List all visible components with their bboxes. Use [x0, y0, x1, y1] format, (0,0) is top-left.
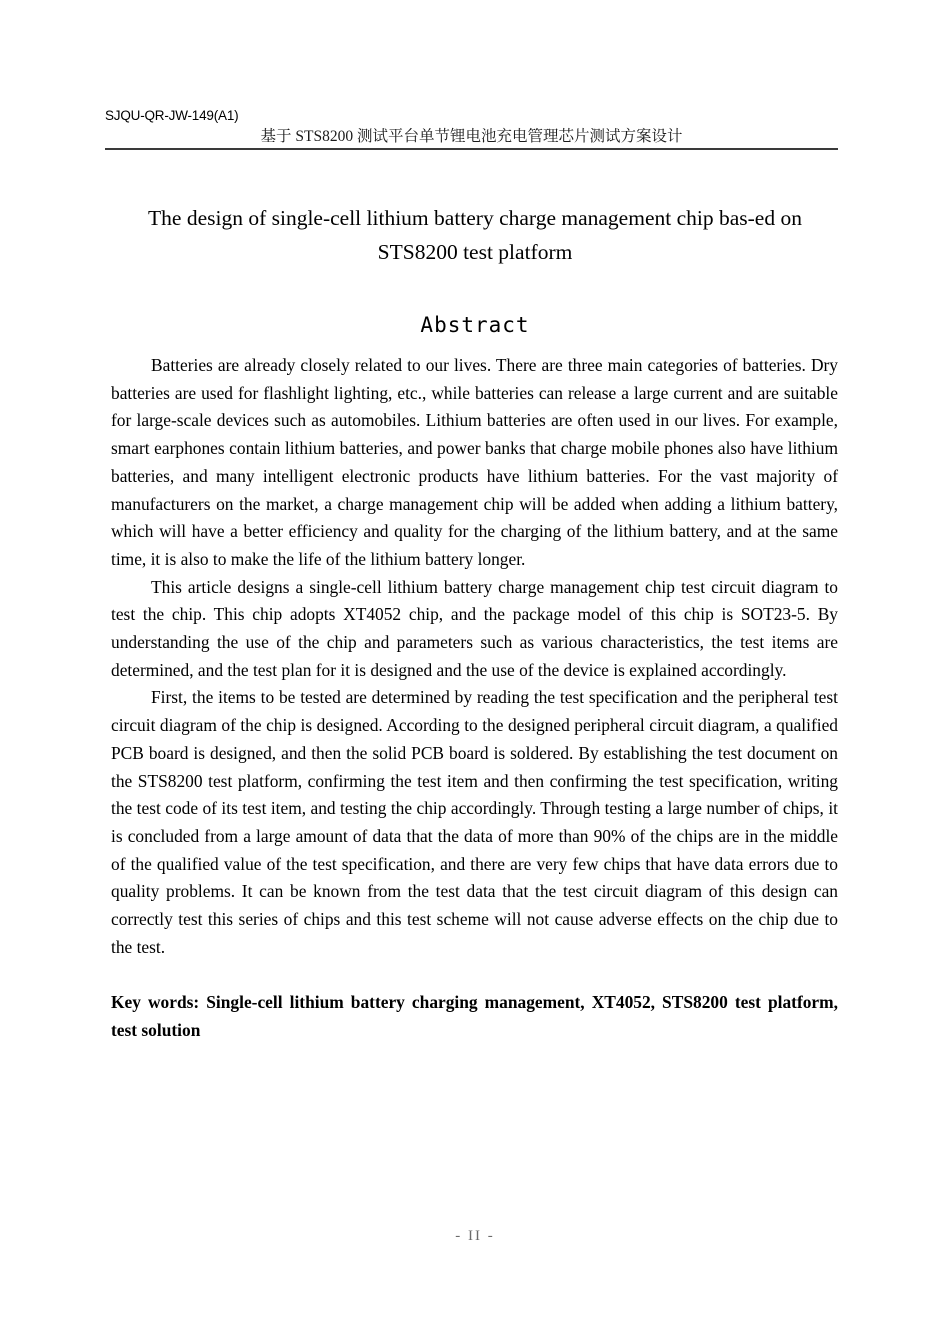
page-header	[105, 108, 838, 150]
abstract-heading: Abstract	[420, 313, 530, 338]
page-number-footer: - II -	[455, 1228, 495, 1244]
abstract-paragraph: First, the items to be tested are determined by reading the test specification and the peripheral test circuit diagram of the chip is designed. According to the designed peripheral circuit diagram, a qualified PCB board is designed, and then the solid PCB board is soldered. By establishing the test document on the STS8200 test platform, confirming the test item and then confirming the test specification, writing the test code of its test item, and testing the chip accordingly. Through testing a large number of chips, it is concluded from a large amount of data that the data of more than 90% of the chips are in the middle of the qualified value of the test specification, and there are very few chips that have data errors due to quality problems. It can be known from the test data that the test circuit diagram of this design can correctly test this series of chips and this test scheme will not cause adverse effects on the chip due to the test.	[111, 687, 838, 957]
abstract-body	[111, 352, 838, 1045]
form-code-label: SJQU-QR-JW-149(A1)	[105, 108, 239, 123]
running-title-chinese: 基于 STS8200 测试平台单节锂电池充电管理芯片测试方案设计	[260, 127, 683, 145]
abstract-paragraph: This article designs a single-cell lithium battery charge management chip test circuit diagram to test the chip. This chip adopts XT4052 chip, and the package model of this chip is SOT23-5. By understanding the use of the chip and parameters such as various characteristics, the test items are determined, and the test plan for it is designed and the use of the device is explained accordingly.	[111, 576, 838, 680]
page-title: The design of single-cell lithium battery charge management chip bas-ed on STS8200 test platform	[148, 206, 802, 265]
keywords-line: Key words: Single-cell lithium battery charging management, XT4052, STS8200 test platform, test solution	[111, 992, 838, 1040]
header-divider-rule	[105, 148, 838, 150]
abstract-paragraph: Batteries are already closely related to our lives. There are three main categories of batteries. Dry batteries are used for flashlight lighting, etc., while batteries can release a large current and are suitable for large-scale devices such as automobiles. Lithium batteries are often used in our lives. For example, smart earphones contain lithium batteries, and power banks that charge mobile phones also have lithium batteries, and many intelligent electronic products have lithium batteries. For the vast majority of manufacturers on the market, a charge management chip will be added when adding a lithium battery, which will have a better efficiency and quality for the charging of the lithium battery, and at the same time, it is also to make the life of the lithium battery longer.	[111, 355, 838, 569]
